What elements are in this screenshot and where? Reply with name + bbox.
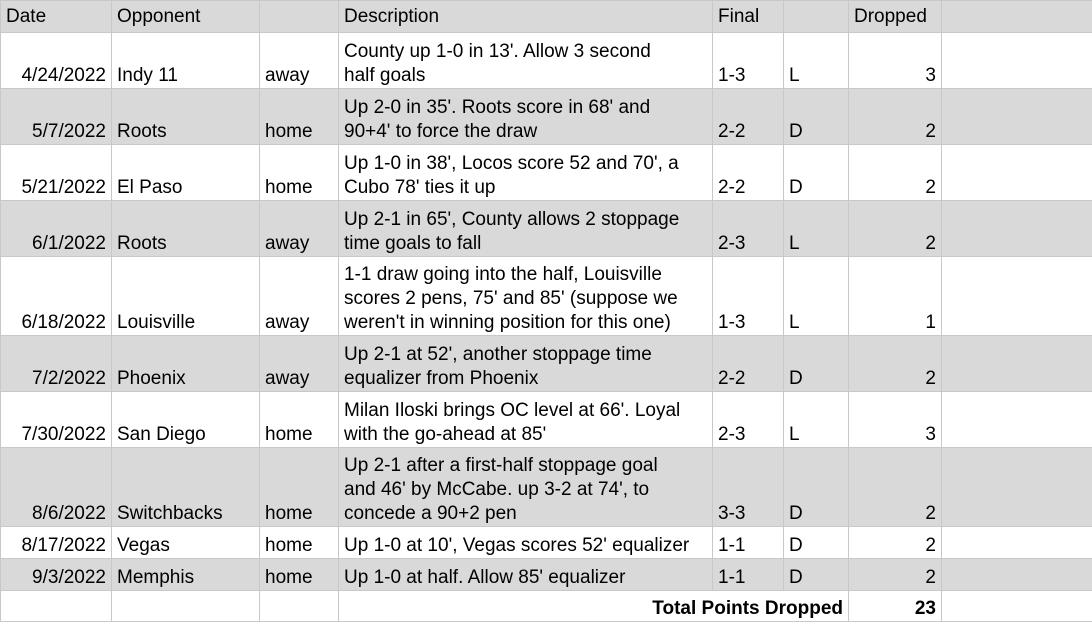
header-opponent[interactable]: Opponent [112,1,260,33]
description-line: Up 1-0 at half. Allow 85' equalizer [344,567,626,588]
empty-cell[interactable] [942,559,1092,591]
dropped-points-cell[interactable]: 1 [849,257,942,336]
final-score-cell[interactable]: 2-2 [713,145,784,201]
venue-cell[interactable]: away [260,201,339,257]
opponent-cell[interactable]: Indy 11 [112,33,260,89]
empty-cell[interactable] [942,527,1092,559]
final-score-cell[interactable]: 1-3 [713,257,784,336]
dropped-points-cell[interactable]: 2 [849,336,942,392]
final-score-cell[interactable]: 2-2 [713,89,784,145]
description-cell[interactable] [339,336,713,392]
dropped-points-cell[interactable]: 2 [849,89,942,145]
description-line: time goals to fall [344,233,482,254]
table-row [1,89,1092,145]
description-line: Up 2-1 at 52', another stoppage time [344,344,652,365]
result-cell[interactable]: D [784,145,849,201]
result-cell[interactable]: D [784,448,849,527]
result-cell[interactable]: L [784,392,849,448]
total-empty-cell[interactable] [260,591,339,622]
total-empty-cell[interactable] [1,591,112,622]
table-row [1,392,1092,448]
header-dropped[interactable]: Dropped [849,1,942,33]
description-line: Cubo 78' ties it up [344,177,496,198]
description-line: Up 1-0 in 38', Locos score 52 and 70', a [344,153,679,174]
description-cell[interactable] [339,559,713,591]
date-cell[interactable]: 7/30/2022 [1,392,112,448]
header-date[interactable]: Date [1,1,112,33]
venue-cell[interactable]: away [260,33,339,89]
total-value[interactable]: 23 [849,591,942,622]
description-cell[interactable] [339,145,713,201]
result-cell[interactable]: D [784,89,849,145]
header-final[interactable]: Final [713,1,784,33]
opponent-cell[interactable]: Roots [112,201,260,257]
description-line: Up 2-1 after a first-half stoppage goal [344,455,658,476]
dropped-points-cell[interactable]: 2 [849,527,942,559]
description-line: Up 1-0 at 10', Vegas scores 52' equalizer [344,535,690,556]
date-cell[interactable]: 8/6/2022 [1,448,112,527]
result-cell[interactable]: L [784,33,849,89]
table-row [1,201,1092,257]
date-cell[interactable]: 6/18/2022 [1,257,112,336]
result-cell[interactable]: D [784,527,849,559]
dropped-points-cell[interactable]: 2 [849,201,942,257]
opponent-cell[interactable]: Switchbacks [112,448,260,527]
description-line: County up 1-0 in 13'. Allow 3 second [344,41,651,62]
empty-cell[interactable] [942,33,1092,89]
table-row [1,33,1092,89]
empty-cell[interactable] [942,336,1092,392]
final-score-cell[interactable]: 2-3 [713,392,784,448]
opponent-cell[interactable]: Memphis [112,559,260,591]
dropped-points-cell[interactable]: 2 [849,145,942,201]
empty-cell[interactable] [942,448,1092,527]
table-row [1,527,1092,559]
empty-cell[interactable] [942,257,1092,336]
empty-cell[interactable] [942,89,1092,145]
date-cell[interactable]: 5/7/2022 [1,89,112,145]
final-score-cell[interactable]: 1-1 [713,559,784,591]
header-row [1,1,1092,33]
description-line: concede a 90+2 pen [344,503,517,524]
opponent-cell[interactable]: Roots [112,89,260,145]
dropped-points-cell[interactable]: 2 [849,559,942,591]
venue-cell[interactable]: home [260,89,339,145]
total-row [1,591,1092,622]
description-line: Up 2-0 in 35'. Roots score in 68' and [344,97,651,118]
table-row [1,559,1092,591]
final-score-cell[interactable]: 2-2 [713,336,784,392]
venue-cell[interactable]: away [260,336,339,392]
venue-cell[interactable]: home [260,559,339,591]
final-score-cell[interactable]: 1-1 [713,527,784,559]
date-cell[interactable]: 9/3/2022 [1,559,112,591]
empty-cell[interactable] [942,145,1092,201]
description-cell[interactable] [339,527,713,559]
date-cell[interactable]: 6/1/2022 [1,201,112,257]
opponent-cell[interactable]: El Paso [112,145,260,201]
opponent-cell[interactable]: Louisville [112,257,260,336]
date-cell[interactable]: 5/21/2022 [1,145,112,201]
description-cell[interactable] [339,201,713,257]
dropped-points-cell[interactable]: 2 [849,448,942,527]
description-cell[interactable] [339,448,713,527]
result-cell[interactable]: D [784,559,849,591]
opponent-cell[interactable]: Vegas [112,527,260,559]
header-description[interactable]: Description [339,1,713,33]
dropped-points-cell[interactable]: 3 [849,33,942,89]
header-venue[interactable] [260,1,339,33]
final-score-cell[interactable]: 1-3 [713,33,784,89]
table-row [1,145,1092,201]
venue-cell[interactable]: home [260,448,339,527]
description-cell[interactable] [339,89,713,145]
empty-cell[interactable] [942,201,1092,257]
table-row [1,257,1092,336]
dropped-points-cell[interactable]: 3 [849,392,942,448]
description-line: with the go-ahead at 85' [344,424,547,445]
total-label[interactable]: Total Points Dropped [339,591,849,622]
description-cell[interactable] [339,392,713,448]
table-row [1,448,1092,527]
table-row [1,336,1092,392]
header-result[interactable] [784,1,849,33]
venue-cell[interactable]: home [260,145,339,201]
result-cell[interactable]: L [784,201,849,257]
description-line: 90+4' to force the draw [344,121,538,142]
description-line: Up 2-1 in 65', County allows 2 stoppage [344,209,680,230]
description-line: equalizer from Phoenix [344,368,539,389]
description-line: 1-1 draw going into the half, Louisville [344,264,662,285]
header-extra[interactable] [942,1,1092,33]
date-cell[interactable]: 8/17/2022 [1,527,112,559]
opponent-cell[interactable]: San Diego [112,392,260,448]
final-score-cell[interactable]: 2-3 [713,201,784,257]
match-rows [1,33,1092,591]
empty-cell[interactable] [942,392,1092,448]
description-line: scores 2 pens, 75' and 85' (suppose we [344,288,678,309]
date-cell[interactable]: 4/24/2022 [1,33,112,89]
total-empty-cell[interactable] [112,591,260,622]
date-cell[interactable]: 7/2/2022 [1,336,112,392]
description-line: weren't in winning position for this one) [344,312,671,333]
opponent-cell[interactable]: Phoenix [112,336,260,392]
result-cell[interactable]: L [784,257,849,336]
total-empty-cell[interactable] [942,591,1092,622]
final-score-cell[interactable]: 3-3 [713,448,784,527]
description-line: and 46' by McCabe. up 3-2 at 74', to [344,479,650,500]
description-line: half goals [344,65,426,86]
result-cell[interactable]: D [784,336,849,392]
description-cell[interactable] [339,257,713,336]
description-cell[interactable] [339,33,713,89]
venue-cell[interactable]: home [260,527,339,559]
description-line: Milan Iloski brings OC level at 66'. Loyal [344,400,681,421]
venue-cell[interactable]: away [260,257,339,336]
venue-cell[interactable]: home [260,392,339,448]
